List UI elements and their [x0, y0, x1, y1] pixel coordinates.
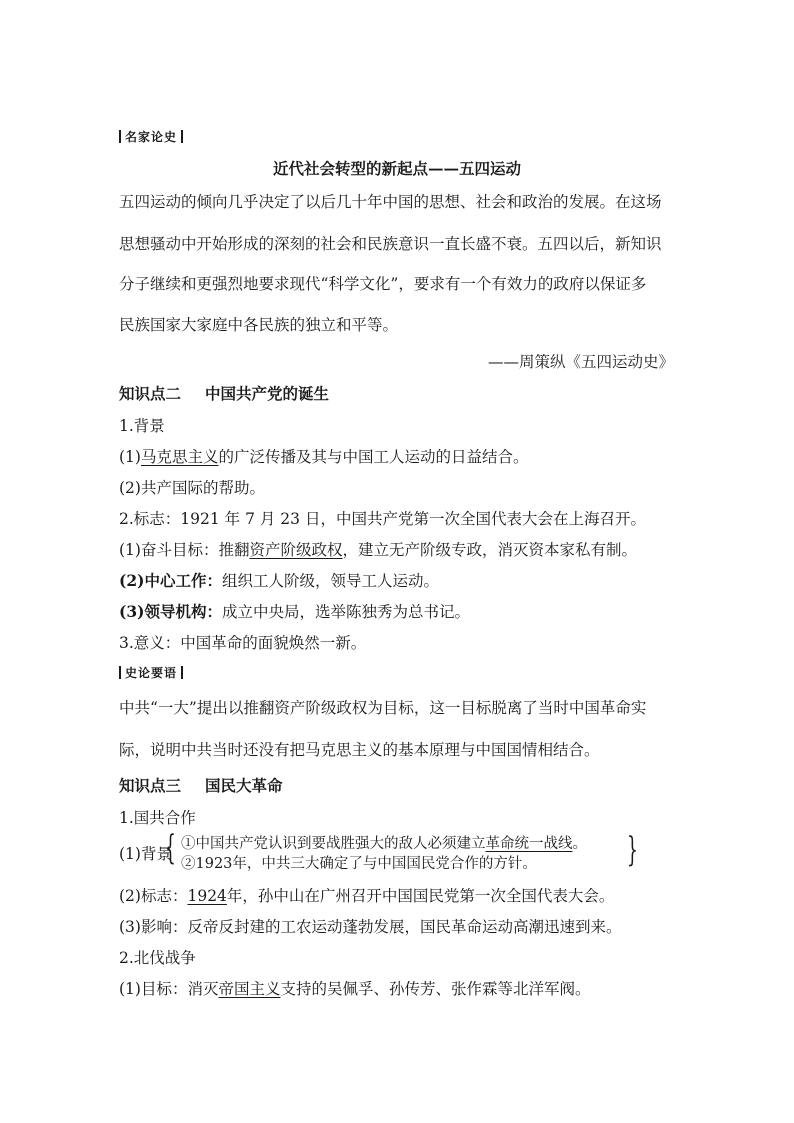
- quote-line-4: 民族国家大家庭中各民族的独立和平等。: [119, 316, 399, 334]
- underline-year: 1924: [187, 887, 227, 905]
- kp3-bg-label: (1)背景: [119, 845, 172, 863]
- kp3-impact: (3)影响：反帝反封建的工农运动蓬勃发展，国民革命运动高潮迅速到来。: [119, 918, 622, 936]
- kp2-bg-item-1: (1)马克思主义的广泛传播及其与中国工人运动的日益结合。: [119, 448, 529, 466]
- right-brace: }: [627, 830, 638, 870]
- kp3-target: (1)目标：消灭帝国主义支持的吴佩孚、孙传芳、张作霖等北洋军阀。: [119, 980, 591, 998]
- left-brace: {: [165, 828, 176, 868]
- kp3-heading: 知识点三 国民大革命: [119, 776, 283, 795]
- kp3-background-brace: [119, 830, 659, 870]
- kp2-leadership: (3)领导机构：成立中央局，选举陈独秀为总书记。: [119, 602, 470, 621]
- quote-source: ——周策纵《五四运动史》: [487, 353, 674, 371]
- quote-title: 近代社会转型的新起点——五四运动: [272, 159, 521, 178]
- kp3-sign: (2)标志：1924年，孙中山在广州召开中国国民党第一次全国代表大会。: [119, 887, 615, 905]
- section-tag-shilun: 史论要语: [119, 664, 183, 681]
- kp2-background-label: 1.背景: [119, 417, 165, 435]
- section-tag-mingjia: 名家论史: [119, 128, 183, 145]
- quote-line-3: 分子继续和更强烈地要求现代“科学文化”，要求有一个有效力的政府以保证多: [119, 275, 647, 293]
- commentary-line-2: 际，说明中共当时还没有把马克思主义的基本原理与中国国情相结合。: [119, 741, 600, 759]
- kp2-bg-item-2: (2)共产国际的帮助。: [119, 479, 265, 497]
- kp3-bg-option-2: ②1923年，中共三大确定了与中国国民党合作的方针。: [181, 856, 537, 872]
- tag-bar-right: [181, 666, 183, 679]
- underline-united-front: 革命统一战线: [485, 836, 573, 852]
- kp2-sign: 2.标志：1921 年 7 月 23 日，中国共产党第一次全国代表大会在上海召开。: [119, 510, 646, 528]
- quote-line-2: 思想骚动中开始形成的深刻的社会和民族意识一直长盛不衰。五四以后，新知识: [119, 235, 662, 253]
- commentary-line-1: 中共“一大”提出以推翻资产阶级政权为目标，这一目标脱离了当时中国革命实: [119, 699, 647, 717]
- underline-bourgeois-regime: 资产阶级政权: [249, 541, 343, 559]
- tag-bar-right: [181, 130, 183, 143]
- kp2-heading: 知识点二 中国共产党的诞生: [119, 384, 330, 403]
- underline-marxism: 马克思主义: [140, 448, 219, 466]
- underline-imperialism: 帝国主义: [218, 980, 281, 998]
- kp3-bg-option-1: ①中国共产党认识到要战胜强大的敌人必须建立革命统一战线。: [181, 836, 587, 852]
- kp3-northern-expedition-label: 2.北伐战争: [119, 949, 196, 967]
- kp2-center-work: (2)中心工作：组织工人阶级，领导工人运动。: [119, 571, 439, 590]
- quote-line-1: 五四运动的倾向几乎决定了以后几十年中国的思想、社会和政治的发展。在这场: [119, 193, 662, 211]
- kp2-goal: (1)奋斗目标：推翻资产阶级政权，建立无产阶级专政，消灭资本家私有制。: [119, 541, 637, 559]
- kp2-meaning: 3.意义：中国革命的面貌焕然一新。: [119, 634, 367, 652]
- kp3-coop-label: 1.国共合作: [119, 809, 196, 827]
